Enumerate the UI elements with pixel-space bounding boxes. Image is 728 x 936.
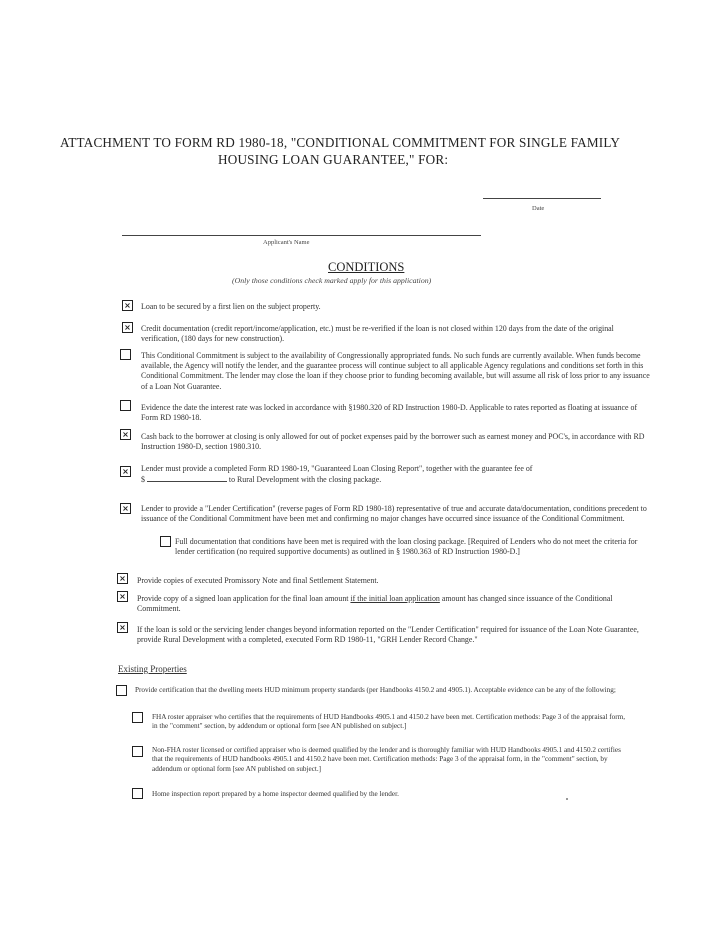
condition-rate-lock-text: Evidence the date the interest rate was locked in accordance with §1980.320 of RD Instruction 1980-D. Applicable to rates reported as floating at issuance of Form RD 1980-18. xyxy=(141,403,638,423)
conditions-heading: CONDITIONS xyxy=(328,260,405,274)
condition-full-documentation-text: Full documentation that conditions have been met is required with the loan closing package. [Required of Lenders who do not meet the criteria for lender certification (no required supportive documents) as outlined in § 1980.363 of RD Instruction 1980-D.] xyxy=(175,537,638,557)
title-line-2: HOUSING LOAN GUARANTEE," FOR: xyxy=(218,152,449,167)
existing-checkbox-non-fha-appraiser[interactable] xyxy=(132,746,143,757)
conditions-subheading: (Only those conditions check marked apply for this application) xyxy=(232,276,432,285)
condition-checkbox-promissory-note[interactable]: × xyxy=(117,573,128,584)
condition-checkbox-closing-report[interactable]: × xyxy=(120,466,131,477)
date-signature-line xyxy=(483,198,601,199)
page-title xyxy=(60,134,720,168)
condition-checkbox-full-documentation[interactable] xyxy=(160,536,171,547)
existing-checkbox-hud-standards[interactable] xyxy=(116,685,127,696)
guarantee-fee-currency: $ xyxy=(141,475,145,485)
applicant-name-line xyxy=(122,235,481,236)
condition-promissory-note-text: Provide copies of executed Promissory Note and final Settlement Statement. xyxy=(137,576,379,585)
condition-checkbox-lender-change[interactable]: × xyxy=(117,622,128,633)
condition-lender-change-text: If the loan is sold or the servicing lender changes beyond information reported on the "Lender Certification" required for issuance of the Loan Note Guarantee, provide Rural Development with a completed, executed Form RD 1980-11, "GRH Lender Record Change." xyxy=(137,625,639,645)
condition-credit-reverify-text: Credit documentation (credit report/income/application, etc.) must be re-verified if the loan is not closed within 120 days from the date of the original verification, (180 days for new construction). xyxy=(141,324,614,344)
condition-checkbox-rate-lock[interactable] xyxy=(120,400,131,411)
applicant-name-label: Applicant's Name xyxy=(263,239,310,246)
closing-report-text-a: Lender must provide a completed Form RD 1980-19, "Guaranteed Loan Closing Report", together with the guarantee fee of xyxy=(141,464,533,473)
condition-cash-back-text: Cash back to the borrower at closing is only allowed for out of pocket expenses paid by the borrower such as earnest money and POC's, in accordance with RD Instruction 1980-D, section 1980.310. xyxy=(141,432,645,452)
existing-hud-standards-text: Provide certification that the dwelling meets HUD minimum property standards (per Handbooks 4150.2 and 4905.1). Acceptable evidence can be any of the following; xyxy=(135,686,616,694)
existing-home-inspection-text: Home inspection report prepared by a home inspector deemed qualified by the lender. xyxy=(152,790,399,798)
condition-first-lien-text: Loan to be secured by a first lien on the subject property. xyxy=(141,302,321,311)
existing-checkbox-fha-appraiser[interactable] xyxy=(132,712,143,723)
condition-signed-application-text xyxy=(137,594,657,614)
signed-application-text-b: amount has changed since issuance of the Conditional Commitment. xyxy=(137,594,613,614)
existing-fha-appraiser-text: FHA roster appraiser who certifies that the requirements of HUD Handbooks 4905.1 and 4150.2 have been met. Certification methods: Page 3 of the appraisal form, in the "comment" section, by addendum or optional form [see AN published on subject.] xyxy=(152,713,626,731)
scan-speck xyxy=(566,798,568,800)
existing-properties-heading: Existing Properties xyxy=(118,664,187,674)
guarantee-fee-blank[interactable] xyxy=(147,474,227,482)
existing-checkbox-home-inspection[interactable] xyxy=(132,788,143,799)
condition-checkbox-cash-back[interactable]: × xyxy=(120,429,131,440)
signed-application-text-underlined: if the initial loan application xyxy=(350,594,440,603)
condition-closing-report-text xyxy=(141,464,661,485)
condition-checkbox-signed-application[interactable]: × xyxy=(117,591,128,602)
existing-non-fha-appraiser-text: Non-FHA roster licensed or certified appraiser who is deemed qualified by the lender and is thoroughly familiar with HUD Handbooks 4905.1 and 4150.2 certifies that the requirements of HUD handbooks 4905.1 and 4150.2 have been met. Certification methods: Page 3 of the appraisal form, in the "comment" section, by addendum or optional form [see AN published on subject.] xyxy=(152,746,621,773)
title-line-1: ATTACHMENT TO FORM RD 1980-18, "CONDITIONAL COMMITMENT FOR SINGLE FAMILY xyxy=(60,135,621,150)
signed-application-text-a: Provide copy of a signed loan application for the final loan amount xyxy=(137,594,349,603)
condition-checkbox-first-lien[interactable]: × xyxy=(122,300,133,311)
condition-checkbox-credit-reverify[interactable]: × xyxy=(122,322,133,333)
condition-lender-certification-text: Lender to provide a "Lender Certification" (reverse pages of Form RD 1980-18) representative of true and accurate data/documentation, conditions precedent to issuance of the Conditional Commitment have been met and confirming no major changes have occurred since issuance of the Conditional Commitment. xyxy=(141,504,647,524)
condition-checkbox-appropriated-funds[interactable] xyxy=(120,349,131,360)
condition-appropriated-funds-text: This Conditional Commitment is subject to the availability of Congressionally appropriated funds. No such funds are currently available. When funds become available, the Agency will notify the lender, and the guarantee process will continue subject to all applicable Agency regulations and conditions set forth in this Conditional Commitment. The lender may close the loan if they choose prior to funding becoming available, but will assume all risk of loss prior to any issuance of a Loan Not Guarantee. xyxy=(141,351,650,391)
date-label: Date xyxy=(532,205,545,212)
closing-report-text-b: to Rural Development with the closing package. xyxy=(228,475,382,485)
condition-checkbox-lender-certification[interactable]: × xyxy=(120,503,131,514)
